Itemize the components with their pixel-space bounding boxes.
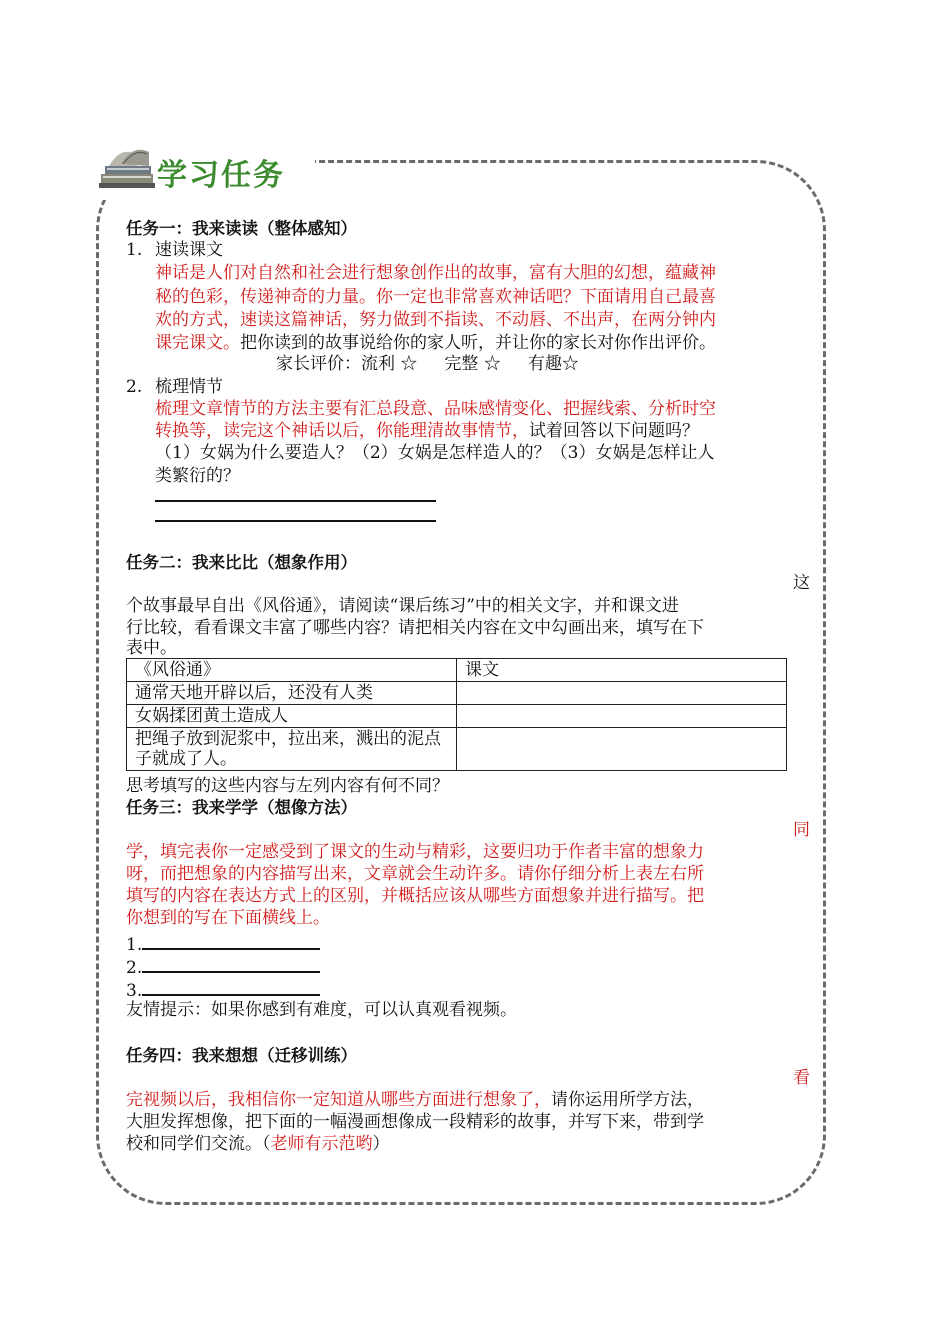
task1-heading: 任务一：我来读读（整体感知）	[126, 219, 357, 238]
task3-heading: 任务三：我来学学（想像方法）	[126, 798, 357, 817]
table-cell: 女娲揉团黄土造成人	[127, 705, 457, 728]
table-cell: 把绳子放到泥浆中，拉出来，溅出的泥点子就成了人。	[127, 728, 457, 771]
task1-text-line	[155, 333, 716, 354]
item2-label: 梳理情节	[155, 377, 223, 397]
task2-text-line: 个故事最早自出《风俗通》，请阅读“课后练习”中的相关文字，并和课文进	[126, 596, 679, 616]
header-title: 学习任务	[157, 158, 285, 193]
question-line: 类繁衍的？	[155, 466, 240, 486]
blank-underline[interactable]	[142, 932, 320, 950]
friendly-tip: 友情提示：如果你感到有难度，可以认真观看视频。	[126, 1000, 517, 1020]
task4-red-text: 老师有示范哟	[270, 1134, 373, 1154]
task1-text-line: 神话是人们对自然和社会进行想象创作出的故事，富有大胆的幻想，蕴藏神	[155, 263, 716, 283]
blank-line-3	[126, 978, 320, 1002]
task2-question: 思考填写的这些内容与左列内容有何不同？	[126, 776, 449, 796]
task1-text-line: 梳理文章情节的方法主要有汇总段意、品味感情变化、把握线索、分析时空	[155, 399, 716, 419]
task2-heading: 任务二：我来比比（想象作用）	[126, 553, 357, 572]
section-header	[95, 140, 315, 200]
table-cell-blank[interactable]	[457, 705, 787, 728]
task4-black-text: 校和同学们交流。（	[126, 1134, 271, 1154]
blank-number: 1.	[126, 935, 143, 955]
blank-line-2	[126, 955, 320, 979]
table-header: 《风俗通》	[127, 659, 457, 682]
task1-black-text: 试着回答以下问题吗？	[529, 421, 699, 441]
task4-text-line	[126, 1090, 704, 1111]
table-cell-blank[interactable]	[457, 682, 787, 705]
table-row	[127, 682, 787, 705]
task1-text-line	[155, 421, 699, 442]
table-row	[127, 705, 787, 728]
task3-text-line: 学，填完表你一定感受到了课文的生动与精彩，这要归功于作者丰富的想象力	[126, 842, 704, 862]
task4-black-text: ）	[372, 1134, 390, 1154]
task1-black-text: 把你读到的故事说给你的家人听，并让你的家长对你作出评价。	[240, 333, 716, 353]
parent-evaluation: 家长评价：流利 ☆ 完整 ☆ 有趣☆	[276, 354, 579, 374]
task2-text-line: 表中。	[126, 638, 177, 658]
task1-red-text: 转换等，读完这个神话以后，你能理清故事情节，	[155, 421, 529, 441]
books-icon	[95, 140, 157, 192]
task2-first-char: 这	[793, 573, 810, 593]
item2-number: 2.	[126, 377, 143, 397]
item1-label: 速读课文	[155, 240, 223, 260]
blank-underline[interactable]	[142, 955, 320, 973]
task4-text-line: 大胆发挥想像，把下面的一幅漫画想像成一段精彩的故事，并写下来，带到学	[126, 1112, 704, 1132]
table-cell-blank[interactable]	[457, 728, 787, 771]
answer-line	[155, 500, 436, 502]
task3-text-line: 填写的内容在表达方式上的区别，并概括应该从哪些方面想象并进行描写。把	[126, 886, 704, 906]
blank-underline[interactable]	[142, 978, 320, 996]
blank-line-1	[126, 932, 320, 956]
task3-text-line: 你想到的写在下面横线上。	[126, 908, 330, 928]
blank-number: 2.	[126, 958, 143, 978]
answer-line	[155, 520, 436, 522]
table-header-row	[127, 659, 787, 682]
task4-red-text: 完视频以后，我相信你一定知道从哪些方面进行想象了，	[126, 1090, 551, 1110]
item1-number: 1.	[126, 240, 143, 260]
task4-first-char: 看	[793, 1068, 810, 1088]
table-row	[127, 728, 787, 771]
task4-heading: 任务四：我来想想（迁移训练）	[126, 1046, 357, 1065]
table-cell: 通常天地开辟以后，还没有人类	[127, 682, 457, 705]
table-header: 课文	[457, 659, 787, 682]
blank-number: 3.	[126, 981, 143, 1001]
task1-red-text: 课完课文。	[155, 333, 240, 353]
task1-text-line: 秘的色彩，传递神奇的力量。你一定也非常喜欢神话吧？下面请用自己最喜	[155, 287, 716, 307]
task4-text-line	[126, 1134, 390, 1155]
task1-text-line: 欢的方式，速读这篇神话，努力做到不指读、不动唇、不出声，在两分钟内	[155, 310, 716, 330]
task2-text-line: 行比较，看看课文丰富了哪些内容？请把相关内容在文中勾画出来，填写在下	[126, 618, 704, 638]
comparison-table	[126, 658, 787, 771]
task4-black-text: 请你运用所学方法，	[551, 1090, 704, 1110]
question-line: （1）女娲为什么要造人？（2）女娲是怎样造人的？（3）女娲是怎样让人	[155, 443, 715, 463]
task3-text-line: 呀，而把想象的内容描写出来，文章就会生动许多。请你仔细分析上表左右所	[126, 864, 704, 884]
task3-first-char: 同	[793, 820, 810, 840]
